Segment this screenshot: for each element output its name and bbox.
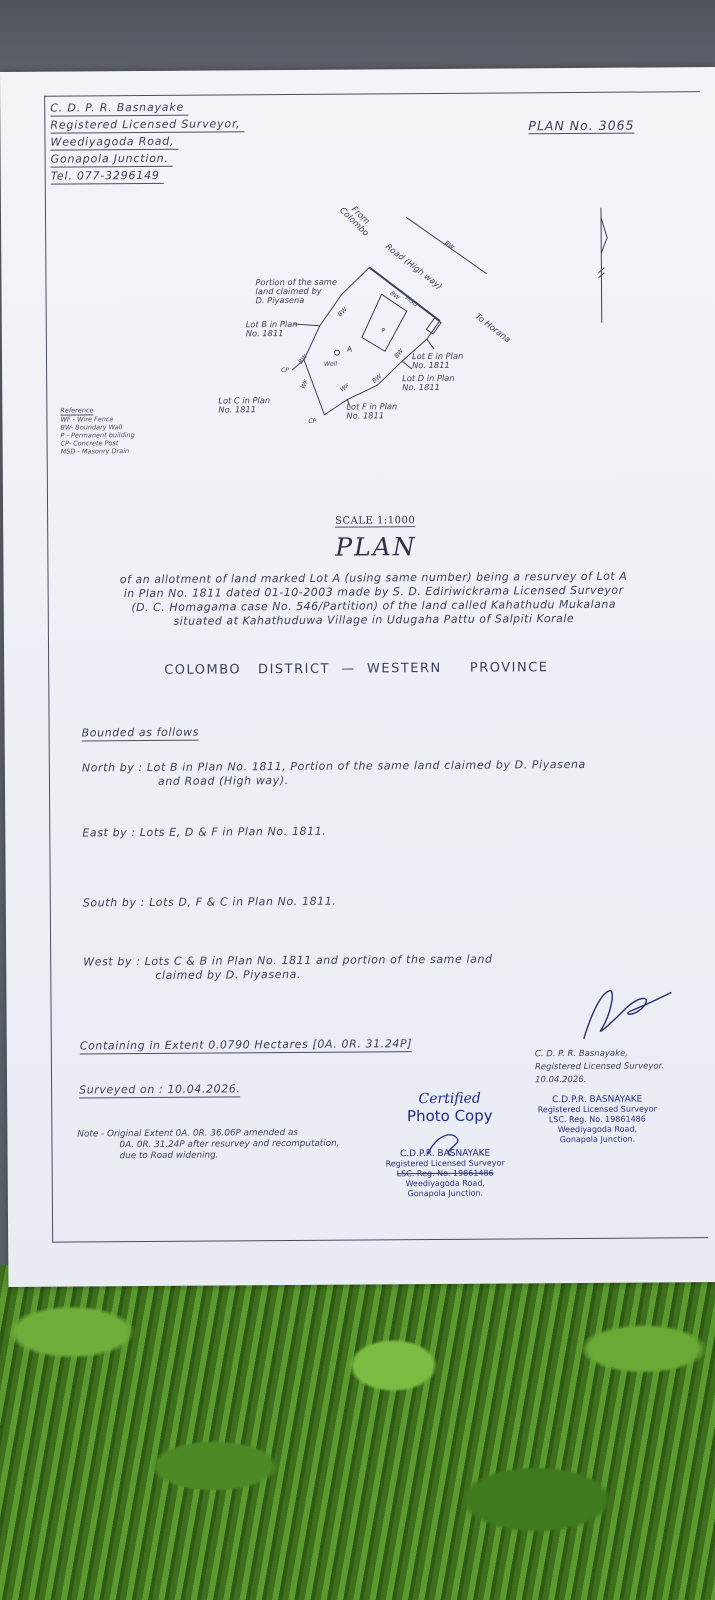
wf-label-west: WF bbox=[299, 378, 311, 391]
reference-item: P - Permanent building bbox=[60, 431, 135, 440]
stamp-line: Registered Licensed Surveyor bbox=[537, 1104, 657, 1115]
certified-stamp bbox=[392, 1090, 507, 1125]
note-line: Note - Original Extent 0A. 0R. 36.06P amended as bbox=[77, 1127, 298, 1140]
surveyor-address-2: Gonapola Junction. bbox=[51, 152, 173, 168]
road-from-label: From Colombo bbox=[337, 203, 372, 238]
east-boundary-line: East by : Lots E, D & F in Plan No. 1811. bbox=[82, 824, 327, 840]
surveyor-phone: Tel. 077-3296149 bbox=[51, 169, 164, 185]
reference-item: BW- Boundary Wall bbox=[60, 423, 123, 432]
bw-south-label: BW bbox=[371, 372, 384, 385]
stamp-line: Weediyagoda Road, bbox=[405, 1178, 485, 1189]
signature-date: 10.04.2026. bbox=[535, 1074, 587, 1086]
plan-number: PLAN No. 3065 bbox=[528, 117, 635, 134]
stamp-line: Registered Licensed Surveyor bbox=[385, 1158, 505, 1169]
signature-name: C. D. P. R. Basnayake, bbox=[534, 1048, 629, 1060]
west-boundary-line: claimed by D. Piyasena. bbox=[155, 967, 302, 982]
bw-lotb-label: BW bbox=[297, 353, 309, 366]
surveyor-title: Registered Licensed Surveyor, bbox=[50, 117, 244, 133]
east-boundary bbox=[82, 825, 326, 841]
north-boundary-line: North by : Lot B in Plan No. 1811, Portion of the same land claimed by D. Piyasena bbox=[81, 757, 586, 775]
west-boundary bbox=[83, 953, 493, 984]
lot-b-line bbox=[294, 324, 320, 326]
description-line: in Plan No. 1811 dated 01-10-2003 made by S. D. Ediriwickrama Licensed Surveyor bbox=[123, 583, 624, 601]
stamp-line: LSC. Reg. No. 19861486 bbox=[396, 1168, 494, 1179]
building-label: P bbox=[381, 327, 386, 335]
surveyor-signature bbox=[571, 972, 682, 1048]
signature-block bbox=[535, 1047, 664, 1087]
amendment-note bbox=[77, 1128, 339, 1163]
lot-b-label: Lot B in Plan No. 1811 bbox=[245, 318, 298, 339]
surveyor-name: C. D. P. R. Basnayake bbox=[50, 101, 188, 117]
north-boundary bbox=[82, 758, 586, 790]
grass-background bbox=[0, 1265, 715, 1600]
description-line: of an allotment of land marked Lot A (using same number) being a resurvey of Lot A bbox=[119, 569, 628, 587]
road-bw-label: BW bbox=[443, 239, 456, 252]
cp-label-west: CP bbox=[281, 366, 289, 375]
reference-item: WF - Wire Fence bbox=[60, 415, 114, 424]
well-label: Well bbox=[324, 360, 338, 368]
well-symbol bbox=[334, 350, 339, 355]
surveyor-stamp-center bbox=[378, 1148, 513, 1199]
stamp-line: LSC. Reg. No. 19861486 bbox=[548, 1114, 646, 1125]
stamp-line: Gonapola Junction. bbox=[559, 1134, 636, 1145]
portion-label: Portion of the same land claimed by D. Piyasena bbox=[255, 276, 338, 306]
lot-a-label: A bbox=[346, 344, 353, 354]
reference-item: MSD - Masonry Drain bbox=[60, 447, 130, 456]
north-arrow-line bbox=[601, 208, 602, 323]
extent-line: Containing in Extent 0.0790 Hectares [0A. 0R. 31.24P] bbox=[79, 1037, 413, 1053]
lot-f-label: Lot F in Plan No. 1811 bbox=[346, 401, 398, 421]
west-boundary-line: West by : Lots C & B in Plan No. 1811 and portion of the same land bbox=[83, 952, 493, 969]
lot-d-label: Lot D in Plan No. 1811 bbox=[402, 372, 455, 393]
msd-label: MSD bbox=[403, 294, 419, 309]
north-boundary-line: and Road (High way). bbox=[157, 774, 289, 788]
reference-title: Reference bbox=[60, 406, 94, 415]
stamp-line: Weediyagoda Road, bbox=[557, 1124, 638, 1135]
lot-c-label: Lot C in Plan No. 1811 bbox=[218, 395, 271, 415]
permanent-building bbox=[362, 294, 407, 351]
district-province: COLOMBO DISTRICT — WESTERN PROVINCE bbox=[164, 660, 549, 678]
lot-e-line bbox=[427, 339, 434, 349]
bounded-title: Bounded as follows bbox=[81, 725, 200, 740]
stamp-line: Gonapola Junction. bbox=[407, 1188, 484, 1199]
bw-east-label: BW bbox=[393, 347, 405, 360]
survey-plan-document bbox=[0, 67, 715, 1287]
road-name-label: Road (High way) bbox=[383, 241, 445, 292]
certified-label: Certified bbox=[418, 1090, 481, 1108]
reference-item: CP- Concrete Post bbox=[60, 439, 119, 448]
wf-label-south: WF bbox=[339, 382, 351, 394]
plan-title: PLAN bbox=[335, 532, 417, 562]
stamp-name: C.D.P.R. BASNAYAKE bbox=[552, 1094, 643, 1106]
plan-description bbox=[64, 569, 684, 629]
road-to-label: To Horana bbox=[473, 310, 513, 345]
north-arrow-head bbox=[601, 218, 607, 253]
description-line: (D. C. Homagama case No. 546/Partition) of the land called Kahathudu Mukalana bbox=[131, 597, 617, 615]
lot-e-label: Lot E in Plan No. 1811 bbox=[411, 350, 464, 371]
lot-d-line bbox=[402, 361, 412, 369]
reference-legend bbox=[60, 406, 135, 456]
surveyor-address-1: Weediyagoda Road, bbox=[50, 135, 178, 151]
signature-role: Registered Licensed Surveyor. bbox=[534, 1061, 665, 1073]
surveyor-stamp-right bbox=[527, 1094, 667, 1145]
bw-west-label: BW bbox=[336, 306, 349, 319]
bw-north-label: BW bbox=[388, 289, 401, 302]
scale-label: SCALE 1:1000 bbox=[335, 515, 416, 527]
south-boundary-line: South by : Lots D, F & C in Plan No. 1811. bbox=[82, 894, 337, 910]
description-line: situated at Kahathuduwa Village in Udugaha Pattu of Salpiti Korale bbox=[173, 612, 575, 628]
stamp-name: C.D.P.R. BASNAYAKE bbox=[399, 1148, 491, 1160]
photo-copy-label: Photo Copy bbox=[406, 1106, 493, 1126]
note-line: due to Road widening. bbox=[119, 1150, 219, 1162]
note-line: 0A. 0R. 31.24P after resurvey and recomputation, bbox=[119, 1138, 340, 1151]
cp-label-south: CP bbox=[308, 417, 317, 425]
south-boundary bbox=[83, 895, 337, 911]
surveyed-date: Surveyed on : 10.04.2026. bbox=[79, 1082, 241, 1097]
